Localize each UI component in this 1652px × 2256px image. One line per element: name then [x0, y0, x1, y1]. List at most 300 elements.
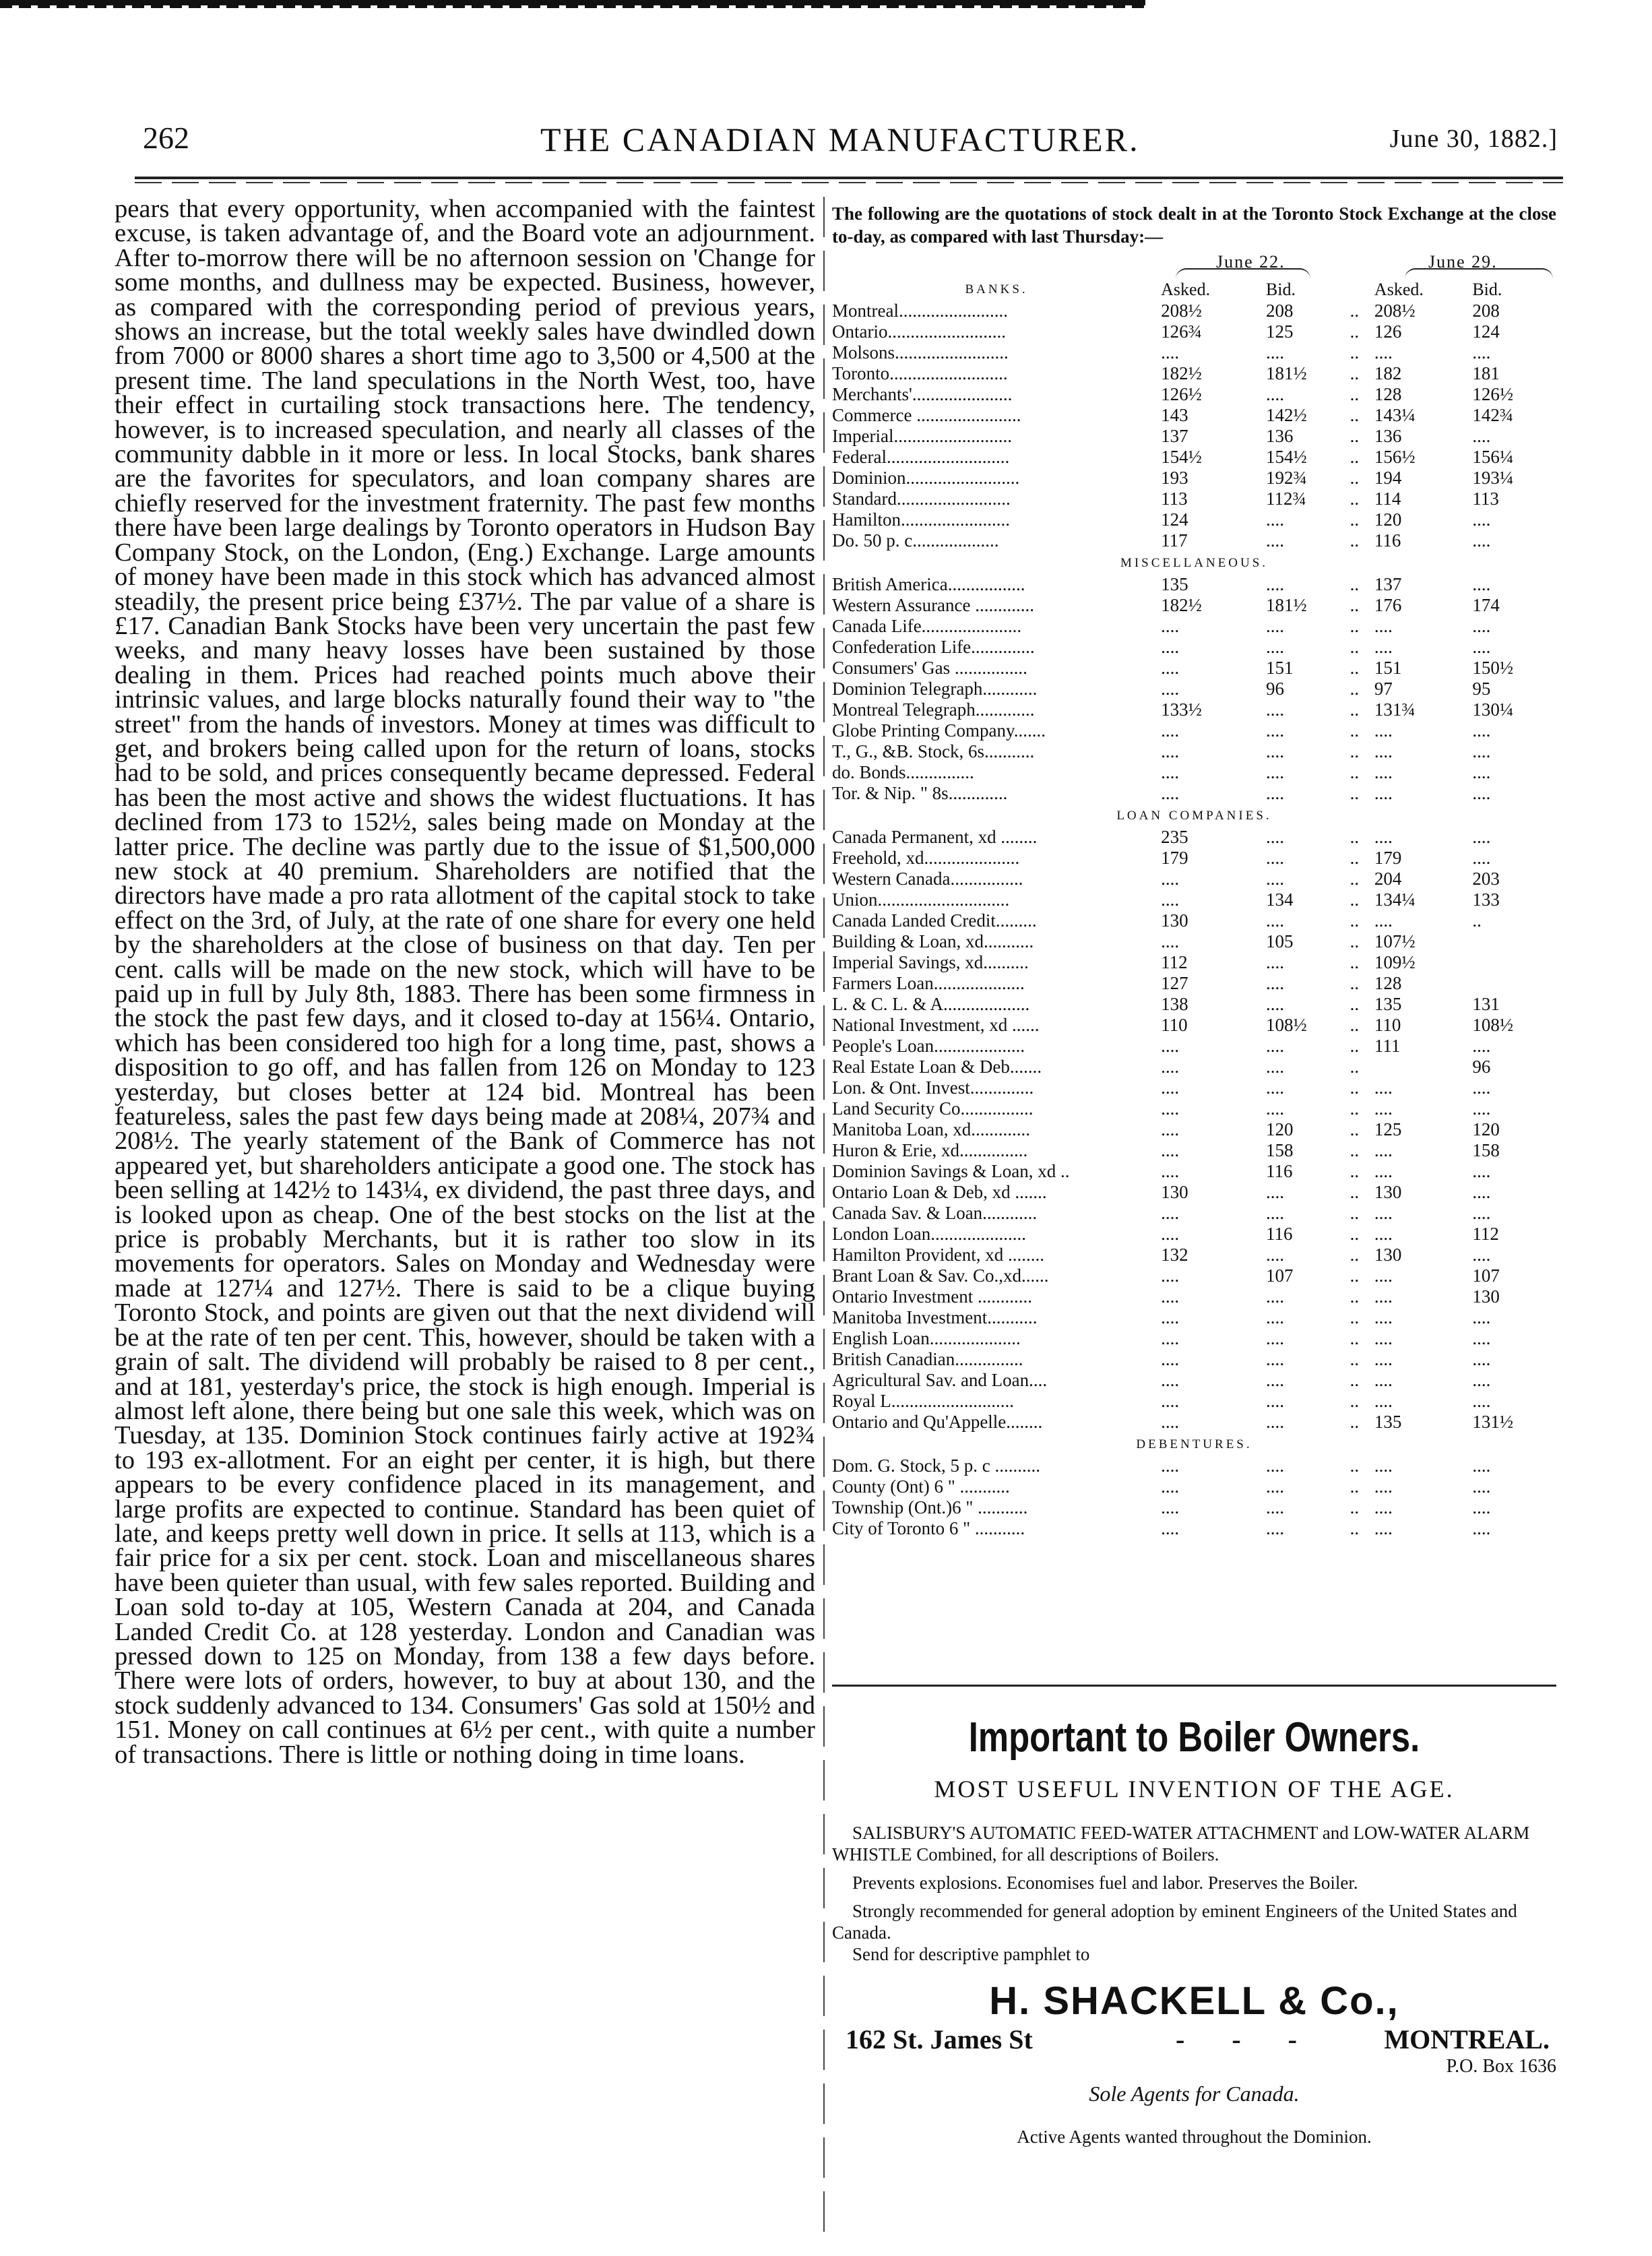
june22-asked: 132 [1161, 1245, 1188, 1265]
june29-asked: .... [1374, 1098, 1393, 1119]
stock-name: Farmers Loan.................... [832, 973, 1025, 993]
section-header-row [832, 1433, 1556, 1455]
ad-address [832, 2024, 1556, 2056]
june29-bid: .... [1472, 1497, 1491, 1517]
june22-bid: .... [1265, 1036, 1284, 1056]
separator: .. [1349, 1265, 1360, 1286]
june29-asked: 135 [1374, 994, 1402, 1014]
date-brace-1 [1176, 268, 1310, 279]
separator: .. [1349, 910, 1360, 931]
column-header: Asked. [1374, 279, 1424, 299]
separator: .. [1349, 994, 1360, 1014]
june22-bid: .... [1265, 1497, 1284, 1517]
june22-bid: .... [1265, 1370, 1284, 1390]
june29-asked: 110 [1374, 1015, 1401, 1035]
stock-row [832, 1057, 1556, 1077]
june22-bid: .... [1265, 574, 1284, 594]
stock-name: do. Bonds............... [832, 762, 974, 782]
ad-body-3: Strongly recommended for general adoption by eminent Engineers of the United States and Canada. [832, 1901, 1517, 1943]
separator: .. [1349, 489, 1360, 509]
june29-asked: 120 [1374, 509, 1402, 530]
stock-name: Union............................. [832, 889, 1010, 910]
june29-asked: 204 [1374, 869, 1402, 889]
ad-rule [832, 1685, 1556, 1687]
june22-asked: 182½ [1161, 363, 1202, 383]
june29-bid: 108½ [1472, 1015, 1514, 1035]
june22-asked: .... [1161, 1518, 1180, 1538]
stock-name: Lon. & Ont. Invest.............. [832, 1077, 1034, 1098]
june29-bid: .... [1472, 574, 1491, 594]
stock-name: Huron & Erie, xd............... [832, 1140, 1028, 1160]
june29-bid: .... [1472, 1307, 1491, 1327]
june22-bid: .... [1265, 1476, 1284, 1497]
separator: .. [1349, 1203, 1360, 1223]
june22-asked: 126½ [1161, 384, 1202, 404]
ad-subhead: MOST USEFUL INVENTION OF THE AGE. [934, 1776, 1455, 1803]
stock-row [832, 1265, 1556, 1286]
june29-bid: .... [1472, 1349, 1491, 1369]
june29-asked [1374, 1057, 1472, 1077]
june29-asked: .... [1374, 783, 1393, 803]
separator: .. [1349, 530, 1360, 551]
date-june-29: June 29. [1428, 252, 1498, 272]
section-title: MISCELLANEOUS. [1120, 555, 1269, 570]
june29-asked: .... [1374, 1265, 1393, 1286]
ad-agents: Sole Agents for Canada. [1089, 2081, 1300, 2106]
separator: .. [1349, 848, 1360, 868]
june22-bid: 158 [1265, 1140, 1294, 1160]
running-title: THE CANADIAN MANUFACTURER. [540, 121, 1140, 158]
june22-bid: .... [1265, 973, 1284, 993]
june22-asked: .... [1161, 783, 1180, 803]
separator: .. [1349, 1307, 1360, 1327]
stock-name: Imperial Savings, xd.......... [832, 952, 1029, 972]
june29-asked: 130 [1374, 1245, 1402, 1265]
june29-bid: .... [1472, 1328, 1491, 1348]
june29-bid: .... [1472, 426, 1491, 446]
stock-name: Royal L........................... [832, 1391, 1014, 1411]
june29-bid: .... [1472, 1518, 1491, 1538]
june29-bid: 150½ [1472, 658, 1514, 678]
june22-asked: .... [1161, 889, 1180, 910]
separator: .. [1349, 889, 1360, 910]
ad-headline: Important to Boiler Owners. [968, 1714, 1420, 1761]
june22-asked: 154½ [1161, 447, 1202, 467]
stock-row [832, 1286, 1556, 1307]
separator: .. [1349, 1182, 1360, 1202]
separator: .. [1349, 1015, 1360, 1035]
stock-name: People's Loan.................... [832, 1036, 1025, 1056]
stock-name: Montreal........................ [832, 301, 1008, 321]
june22-bid: .... [1265, 741, 1284, 761]
june29-asked: .... [1374, 616, 1393, 636]
june29-bid: 158 [1472, 1140, 1500, 1160]
ad-po-box: P.O. Box 1636 [1446, 2056, 1556, 2077]
section-header-row [832, 804, 1556, 827]
separator: .. [1349, 1245, 1360, 1265]
separator: .. [1349, 1224, 1360, 1244]
june29-asked: .... [1374, 1370, 1393, 1390]
june22-asked: .... [1161, 1370, 1180, 1390]
separator: .. [1349, 1412, 1360, 1432]
stock-row [832, 301, 1556, 321]
june29-asked: 179 [1374, 848, 1402, 868]
june22-asked: 193 [1161, 468, 1188, 488]
june22-asked: 179 [1161, 848, 1188, 868]
june29-asked: 109½ [1374, 952, 1416, 972]
separator: .. [1349, 1497, 1360, 1517]
june22-bid: .... [1265, 1245, 1284, 1265]
june22-bid: .... [1265, 952, 1284, 972]
june29-asked: .... [1374, 1077, 1393, 1098]
separator: .. [1349, 679, 1360, 699]
june29-bid: 131½ [1472, 1412, 1514, 1432]
june29-asked: 97 [1374, 679, 1393, 699]
june22-asked: 137 [1161, 426, 1188, 446]
stock-row [832, 363, 1556, 384]
separator: .. [1349, 595, 1360, 615]
june29-bid: .... [1472, 1161, 1491, 1181]
june22-asked: .... [1161, 869, 1180, 889]
june22-bid: .... [1265, 1203, 1284, 1223]
stock-row [832, 658, 1556, 679]
june29-bid: .... [1472, 1245, 1491, 1265]
separator: .. [1349, 384, 1360, 404]
stock-name: Tor. & Nip. " 8s............. [832, 783, 1008, 803]
stock-row [832, 1476, 1556, 1497]
stock-row [832, 827, 1556, 848]
june29-bid: .... [1472, 1455, 1491, 1476]
june22-asked: 182½ [1161, 595, 1202, 615]
june29-bid: .... [1472, 1077, 1491, 1098]
stock-row [832, 1370, 1556, 1391]
june29-asked: 111 [1374, 1036, 1401, 1056]
separator: .. [1349, 1057, 1360, 1077]
stock-row [832, 321, 1556, 342]
stock-name: Real Estate Loan & Deb....... [832, 1057, 1042, 1077]
june29-asked: 134¼ [1374, 889, 1416, 910]
stock-row [832, 762, 1556, 783]
june29-asked: .... [1374, 637, 1393, 657]
june29-asked: .... [1374, 1286, 1393, 1307]
june22-asked: .... [1161, 658, 1180, 678]
ad-dashes: - - - [1176, 2024, 1317, 2055]
june29-asked: 128 [1374, 973, 1402, 993]
stock-row [832, 595, 1556, 616]
june29-bid: .... [1472, 1203, 1491, 1223]
june22-bid: .... [1265, 869, 1284, 889]
separator: .. [1349, 426, 1360, 446]
separator: .. [1349, 363, 1360, 383]
stock-row [832, 637, 1556, 658]
stock-name: Land Security Co................ [832, 1098, 1034, 1119]
june22-bid: .... [1265, 827, 1284, 847]
june29-bid: .... [1472, 783, 1491, 803]
june22-asked: .... [1161, 1140, 1180, 1160]
stock-name: Hamilton Provident, xd ........ [832, 1245, 1044, 1265]
separator: .. [1349, 973, 1360, 993]
stock-row [832, 1455, 1556, 1476]
june29-bid: .... [1472, 1391, 1491, 1411]
separator: .. [1349, 1161, 1360, 1181]
june22-bid: 134 [1265, 889, 1294, 910]
ad-body-2: Prevents explosions. Economises fuel and labor. Preserves the Boiler. [852, 1873, 1358, 1893]
separator: .. [1349, 1098, 1360, 1119]
june22-bid: 136 [1265, 426, 1294, 446]
stock-row [832, 1412, 1556, 1433]
june29-bid: 142¾ [1472, 405, 1514, 425]
june22-asked: .... [1161, 1286, 1180, 1307]
stock-name: Hamilton........................ [832, 509, 1010, 530]
june29-bid: 126½ [1472, 384, 1514, 404]
stock-name: Agricultural Sav. and Loan.... [832, 1370, 1048, 1390]
ad-body [832, 1822, 1556, 1965]
stock-name: Molsons......................... [832, 342, 1009, 363]
june22-asked: 135 [1161, 574, 1188, 594]
separator: .. [1349, 952, 1360, 972]
june29-bid: 124 [1472, 321, 1500, 342]
june29-bid [1472, 952, 1556, 973]
june22-bid: .... [1265, 1349, 1284, 1369]
june29-asked: .... [1374, 1518, 1393, 1538]
june29-asked: .... [1374, 720, 1393, 741]
stock-name: Western Canada................ [832, 869, 1023, 889]
june22-asked: .... [1161, 931, 1180, 951]
stock-row [832, 574, 1556, 595]
june29-bid: 174 [1472, 595, 1500, 615]
separator: .. [1349, 1286, 1360, 1307]
stock-name: Manitoba Loan, xd............. [832, 1119, 1030, 1139]
june22-asked: .... [1161, 1391, 1180, 1411]
june22-bid: .... [1265, 994, 1284, 1014]
june29-asked: 182 [1374, 363, 1402, 383]
june22-bid: .... [1265, 1412, 1284, 1432]
stock-name: London Loan..................... [832, 1224, 1026, 1244]
june22-asked: .... [1161, 1203, 1180, 1223]
june22-bid: 125 [1265, 321, 1294, 342]
stock-row [832, 1077, 1556, 1098]
column-spacer [1350, 278, 1374, 301]
june22-asked: .... [1161, 1077, 1180, 1098]
june22-asked: 126¾ [1161, 321, 1202, 342]
stock-row [832, 384, 1556, 405]
june29-bid: .... [1472, 342, 1491, 363]
stock-row [832, 1036, 1556, 1057]
quotations-panel [832, 202, 1556, 1539]
june22-bid: 151 [1265, 658, 1294, 678]
june29-bid: .... [1472, 827, 1491, 847]
stock-name: Canada Sav. & Loan............ [832, 1203, 1038, 1223]
june29-asked: .... [1374, 1391, 1393, 1411]
stock-name: Western Assurance ............. [832, 595, 1035, 615]
separator: .. [1349, 869, 1360, 889]
issue-date: June 30, 1882.] [1389, 125, 1558, 153]
june22-asked: 208½ [1161, 301, 1202, 321]
june22-asked: 133½ [1161, 699, 1202, 720]
stock-name: Dominion Telegraph............ [832, 679, 1038, 699]
stock-row [832, 1161, 1556, 1182]
section-title: LOAN COMPANIES. [1116, 808, 1272, 823]
june29-bid: 95 [1472, 679, 1491, 699]
june22-asked: .... [1161, 1476, 1180, 1497]
separator: .. [1349, 1119, 1360, 1139]
june22-asked: 124 [1161, 509, 1188, 530]
june29-bid: .... [1472, 616, 1491, 636]
separator: .. [1349, 405, 1360, 425]
stock-name: Ontario Loan & Deb, xd ....... [832, 1182, 1047, 1202]
stock-row [832, 741, 1556, 762]
stock-name: L. & C. L. & A................... [832, 994, 1030, 1014]
stock-row [832, 720, 1556, 741]
june29-asked: .... [1374, 1455, 1393, 1476]
june29-bid: .... [1472, 1036, 1491, 1056]
stock-name: Canada Permanent, xd ........ [832, 827, 1038, 847]
separator: .. [1349, 1140, 1360, 1160]
stock-name: Freehold, xd..................... [832, 848, 1020, 868]
advertisement [832, 1685, 1556, 2148]
june22-bid: 181½ [1265, 363, 1307, 383]
june29-bid: 130 [1472, 1286, 1500, 1307]
june22-bid: 142½ [1265, 405, 1307, 425]
june22-bid: 105 [1265, 931, 1294, 951]
quotations-intro: The following are the quotations of stock dealt in at the Toronto Stock Exchange at the close to-day, as compared with last Thursday:— [832, 203, 1556, 247]
stock-row [832, 1224, 1556, 1245]
june22-asked: .... [1161, 720, 1180, 741]
stock-name: Standard......................... [832, 489, 1011, 509]
separator: .. [1349, 699, 1360, 720]
stock-row [832, 1015, 1556, 1036]
stock-row [832, 931, 1556, 952]
separator: .. [1349, 1349, 1360, 1369]
june29-bid: .... [1472, 1182, 1491, 1202]
june22-asked: .... [1161, 1349, 1180, 1369]
header-rule [135, 177, 1563, 179]
june22-bid: 120 [1265, 1119, 1294, 1139]
separator: .. [1349, 762, 1360, 782]
june29-bid: .... [1472, 509, 1491, 530]
june29-asked: .... [1374, 1328, 1393, 1348]
june29-asked: 125 [1374, 1119, 1402, 1139]
june22-bid: .... [1265, 637, 1284, 657]
header-rule-dashed [135, 182, 1563, 183]
stock-name: Brant Loan & Sav. Co.,xd...... [832, 1265, 1049, 1286]
june29-bid: 181 [1472, 363, 1500, 383]
stock-name: Dominion......................... [832, 468, 1020, 488]
june22-bid: 192¾ [1265, 468, 1307, 488]
june22-bid: 112¾ [1265, 489, 1306, 509]
june22-bid: 208 [1265, 301, 1294, 321]
june22-asked: 143 [1161, 405, 1188, 425]
june29-asked: 156½ [1374, 447, 1416, 467]
stock-row [832, 952, 1556, 973]
separator: .. [1349, 1077, 1360, 1098]
june29-bid: .... [1472, 741, 1491, 761]
stock-row [832, 869, 1556, 889]
june22-asked: .... [1161, 342, 1180, 363]
quotation-dates [832, 248, 1556, 278]
separator: .. [1349, 1391, 1360, 1411]
june29-bid: 107 [1472, 1265, 1500, 1286]
stock-name: Manitoba Investment........... [832, 1307, 1038, 1327]
june22-asked: 130 [1161, 910, 1188, 931]
june22-asked: .... [1161, 1328, 1180, 1348]
market-report-column [115, 197, 815, 1767]
june29-asked: 143¼ [1374, 405, 1416, 425]
stock-row [832, 783, 1556, 804]
ad-body-4: Send for descriptive pamphlet to [852, 1944, 1090, 1964]
column-header: Bid. [1265, 279, 1296, 299]
june29-bid: 133 [1472, 889, 1500, 910]
separator: .. [1349, 1370, 1360, 1390]
stock-name: Dominion Savings & Loan, xd .. [832, 1161, 1070, 1181]
june29-bid: .... [1472, 762, 1491, 782]
separator: .. [1349, 720, 1360, 741]
june29-asked: .... [1374, 1497, 1393, 1517]
june22-bid: .... [1265, 720, 1284, 741]
stock-name: Imperial.......................... [832, 426, 1012, 446]
june22-bid: 107 [1265, 1265, 1294, 1286]
market-report-text: pears that every opportunity, when accompanied with the faintest excuse, is taken advantage of, and the Board vote an adjournment. After to-morrow there will be no afternoon session on 'Change for some months, and dullness may be expected. Business, however, as compared with the corresponding period of previous years, shows an increase, but the total weekly sales have dwindled down from 7000 or 8000 shares a short time ago to 3,500 or 4,500 at the present time. The land speculations in the North West, too, have their effect in curtailing stock transactions here. The tendency, however, is to increased speculation, and nearly all classes of the community dabble in it more or less. In local Stocks, bank shares are the favorites for speculators, and loan company shares are chiefly reserved for the investment fraternity. The past few months there have been large dealings by Toronto operators in Hudson Bay Company Stock, on the London, (Eng.) Exchange. Large amounts of money have been made in this stock which has advanced almost steadily, the present price being £37½. The par value of a share is £17. Canadian Bank Stocks have been very uncertain the past few weeks, and many heavy losses have been sustained by those dealing in them. Prices had reached points much above their intrinsic values, and large blocks naturally found their way to "the street" from the hands of investors. Money at times was difficult to get, and brokers being called upon for the return of loans, stocks had to be sold, and prices consequently became depressed. Federal has been the most active and shows the widest fluctuations. It has declined from 173 to 152½, sales being made on Monday at the latter price. The decline was partly due to the issue of $1,500,000 new stock at 40 premium. Shareholders are notified that the directors have made a pro rata allotment of the capital stock to take effect on the 3rd, of July, at the rate of one share for every one held by the shareholders at the close of business on that day. Ten per cent. calls will be made on the new stock, which will have to be paid up in full by July 8th, 1883. There has been some firmness in the stock the past few days, and it closed to-day at 156¼. Ontario, which has been considered too high for a long time, past, shows a disposition to go off, and has fallen from 126 on Monday to 123 yesterday, but closes better at 124 bid. Montreal has been featureless, sales the past few days being made at 208¼, 207¾ and 208½. The yearly statement of the Bank of Commerce has not appeared yet, but shareholders anticipate a good one. The stock has been selling at 142½ to 143¼, ex dividend, the past three days, and is looked upon as cheap. One of the best stocks on the list at the price is probably Merchants, but it is rather too slow in its movements for operators. Sales on Monday and Wednesday were made at 127¼ and 127½. There is said to be a clique buying Toronto Stock, and points are given out that the next dividend will be at the rate of ten per cent. This, however, should be taken with a grain of salt. The dividend will probably be raised to 8 per cent., and at 181, yesterday's price, the stock is high enough. Imperial is almost left alone, there being but one sale this week, which was on Tuesday, at 135. Dominion Stock continues fairly active at 192¾ to 193 ex-allotment. For an eight per center, it is high, but there appears to be every confidence placed in its management, and large profits are expected to continue. Standard has been quiet of late, and keeps pretty well down in price. It sells at 113, which is a fair price for a six per cent. stock. Loan and miscellaneous shares have been quieter than usual, with few sales reported. Building and Loan sold to-day at 105, Western Canada at 204, and Canada Landed Credit Co. at 128 yesterday. London and Canadian was pressed down to 125 on Monday, from 138 a few days before. There were lots of orders, however, to buy at about 130, and the stock suddenly advanced to 134. Consumers' Gas sold at 150½ and 151. Money on call continues at 6½ per cent., with quite a number of transactions. There is little or nothing doing in time loans. [115, 195, 815, 1769]
june22-bid: .... [1265, 384, 1284, 404]
june29-asked: .... [1374, 342, 1393, 363]
stock-row [832, 848, 1556, 869]
june22-bid: .... [1265, 1077, 1284, 1098]
stock-row [832, 1182, 1556, 1203]
stock-name: Commerce ....................... [832, 405, 1021, 425]
stock-row [832, 342, 1556, 363]
june29-bid: .... [1472, 530, 1491, 551]
june29-bid: 96 [1472, 1057, 1491, 1077]
stock-row [832, 889, 1556, 910]
stock-row [832, 1307, 1556, 1328]
stock-name: Ontario.......................... [832, 321, 1006, 342]
june22-asked: 110 [1161, 1015, 1188, 1035]
section-header-row [832, 278, 1556, 301]
june22-asked: .... [1161, 1119, 1180, 1139]
june22-bid: 108½ [1265, 1015, 1307, 1035]
separator: .. [1349, 447, 1360, 467]
stock-name: Building & Loan, xd........... [832, 931, 1034, 951]
stock-name: English Loan.................... [832, 1328, 1021, 1348]
june22-bid: 116 [1265, 1161, 1293, 1181]
june29-asked: .... [1374, 1349, 1393, 1369]
separator: .. [1349, 1036, 1360, 1056]
june29-bid: 113 [1472, 489, 1499, 509]
june29-asked: .... [1374, 827, 1393, 847]
stock-row [832, 468, 1556, 489]
stock-quotations-table [832, 278, 1556, 1539]
top-border [0, 0, 1145, 5]
ad-street: 162 St. James St [846, 2024, 1033, 2055]
june29-bid: .. [1472, 910, 1482, 931]
june22-bid: .... [1265, 762, 1284, 782]
section-title: DEBENTURES. [1136, 1437, 1252, 1451]
june22-asked: 112 [1161, 952, 1188, 972]
separator: .. [1349, 827, 1360, 847]
june29-bid [1472, 973, 1556, 994]
separator: .. [1349, 741, 1360, 761]
ad-body-1: SALISBURY'S AUTOMATIC FEED-WATER ATTACHMENT and LOW-WATER ALARM WHISTLE Combined, for all descriptions of Boilers. [832, 1823, 1530, 1865]
june29-asked: 130 [1374, 1182, 1402, 1202]
stock-name: Montreal Telegraph............. [832, 699, 1035, 720]
june29-bid: .... [1472, 637, 1491, 657]
june29-bid: 203 [1472, 869, 1500, 889]
column-header: Asked. [1161, 279, 1211, 299]
separator: .. [1349, 783, 1360, 803]
stock-row [832, 1203, 1556, 1224]
separator: .. [1349, 342, 1360, 363]
stock-name: County (Ont) 6 " ........... [832, 1476, 1010, 1497]
